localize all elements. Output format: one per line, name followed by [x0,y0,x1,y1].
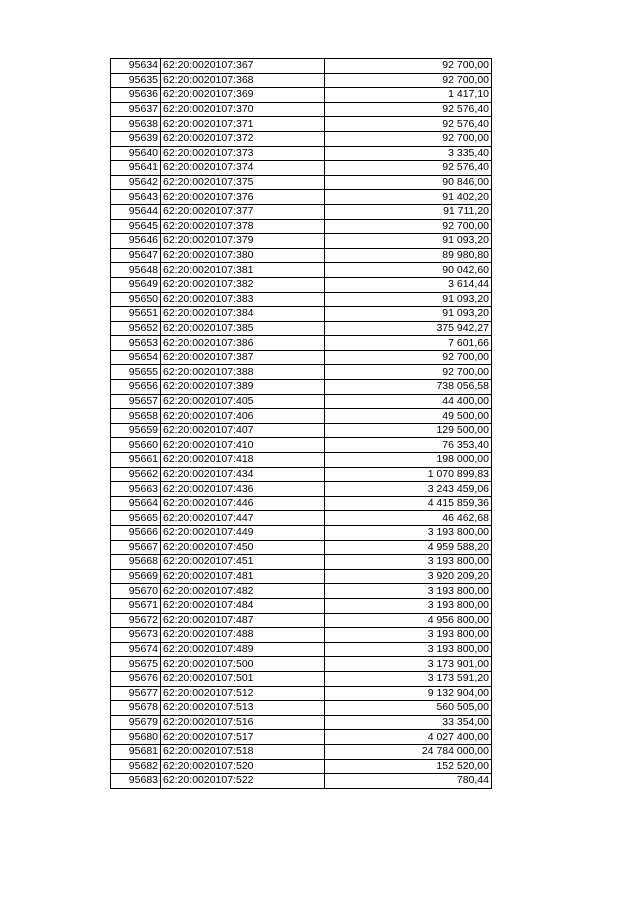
value-cell: 1 417,10 [325,88,492,103]
table-row [111,307,492,322]
table-row [111,744,492,759]
table-row [111,701,492,716]
table-row [111,482,492,497]
table-row [111,759,492,774]
value-cell: 3 193 800,00 [325,555,492,570]
row-id-cell: 95669 [111,569,161,584]
cadastral-number-cell: 62:20:0020107:389 [161,380,325,395]
value-cell: 49 500,00 [325,409,492,424]
value-cell: 90 042,60 [325,263,492,278]
row-id-cell: 95648 [111,263,161,278]
value-cell: 3 173 901,00 [325,657,492,672]
value-cell: 92 700,00 [325,350,492,365]
value-cell: 92 700,00 [325,131,492,146]
row-id-cell: 95682 [111,759,161,774]
cadastral-number-cell: 62:20:0020107:369 [161,88,325,103]
row-id-cell: 95677 [111,686,161,701]
value-cell: 91 402,20 [325,190,492,205]
value-cell: 4 959 588,20 [325,540,492,555]
cadastral-number-cell: 62:20:0020107:488 [161,628,325,643]
table-row [111,102,492,117]
table-row [111,175,492,190]
row-id-cell: 95653 [111,336,161,351]
table-row [111,423,492,438]
value-cell: 44 400,00 [325,394,492,409]
cadastral-number-cell: 62:20:0020107:436 [161,482,325,497]
cadastral-number-cell: 62:20:0020107:447 [161,511,325,526]
row-id-cell: 95650 [111,292,161,307]
row-id-cell: 95656 [111,380,161,395]
row-id-cell: 95667 [111,540,161,555]
row-id-cell: 95640 [111,146,161,161]
table-row [111,671,492,686]
cadastral-number-cell: 62:20:0020107:380 [161,248,325,263]
value-cell: 92 700,00 [325,219,492,234]
cadastral-number-cell: 62:20:0020107:379 [161,234,325,249]
value-cell: 4 027 400,00 [325,730,492,745]
table-body [111,59,492,789]
cadastral-number-cell: 62:20:0020107:373 [161,146,325,161]
value-cell: 24 784 000,00 [325,744,492,759]
value-cell: 3 920 209,20 [325,569,492,584]
cadastral-number-cell: 62:20:0020107:501 [161,671,325,686]
row-id-cell: 95679 [111,715,161,730]
table-row [111,774,492,789]
row-id-cell: 95678 [111,701,161,716]
row-id-cell: 95643 [111,190,161,205]
row-id-cell: 95663 [111,482,161,497]
cadastral-number-cell: 62:20:0020107:371 [161,117,325,132]
cadastral-number-cell: 62:20:0020107:378 [161,219,325,234]
cadastral-number-cell: 62:20:0020107:522 [161,774,325,789]
value-cell: 91 093,20 [325,307,492,322]
table-row [111,131,492,146]
table-row [111,146,492,161]
table-row [111,628,492,643]
row-id-cell: 95658 [111,409,161,424]
table-row [111,438,492,453]
row-id-cell: 95672 [111,613,161,628]
table-row [111,394,492,409]
table-row [111,204,492,219]
value-cell: 92 576,40 [325,117,492,132]
row-id-cell: 95636 [111,88,161,103]
table-row [111,263,492,278]
cadastral-number-cell: 62:20:0020107:372 [161,131,325,146]
row-id-cell: 95660 [111,438,161,453]
cadastral-number-cell: 62:20:0020107:489 [161,642,325,657]
row-id-cell: 95671 [111,598,161,613]
cadastral-number-cell: 62:20:0020107:487 [161,613,325,628]
table-row [111,277,492,292]
row-id-cell: 95674 [111,642,161,657]
cadastral-value-table [110,58,492,789]
row-id-cell: 95657 [111,394,161,409]
value-cell: 3 193 800,00 [325,598,492,613]
value-cell: 90 846,00 [325,175,492,190]
row-id-cell: 95670 [111,584,161,599]
row-id-cell: 95668 [111,555,161,570]
table-row [111,540,492,555]
table-row [111,365,492,380]
cadastral-number-cell: 62:20:0020107:520 [161,759,325,774]
value-cell: 3 335,40 [325,146,492,161]
row-id-cell: 95665 [111,511,161,526]
row-id-cell: 95666 [111,526,161,541]
table-row [111,569,492,584]
value-cell: 91 711,20 [325,204,492,219]
table-row [111,613,492,628]
table-row [111,380,492,395]
cadastral-number-cell: 62:20:0020107:381 [161,263,325,278]
table-row [111,496,492,511]
value-cell: 3 193 800,00 [325,526,492,541]
table-row [111,730,492,745]
value-cell: 9 132 904,00 [325,686,492,701]
row-id-cell: 95652 [111,321,161,336]
table-row [111,292,492,307]
row-id-cell: 95676 [111,671,161,686]
row-id-cell: 95645 [111,219,161,234]
cadastral-number-cell: 62:20:0020107:446 [161,496,325,511]
table-row [111,117,492,132]
cadastral-number-cell: 62:20:0020107:388 [161,365,325,380]
value-cell: 7 601,66 [325,336,492,351]
cadastral-number-cell: 62:20:0020107:382 [161,277,325,292]
cadastral-number-cell: 62:20:0020107:376 [161,190,325,205]
table-row [111,219,492,234]
cadastral-number-cell: 62:20:0020107:482 [161,584,325,599]
row-id-cell: 95683 [111,774,161,789]
cadastral-number-cell: 62:20:0020107:512 [161,686,325,701]
table-row [111,190,492,205]
value-cell: 375 942,27 [325,321,492,336]
table-row [111,467,492,482]
cadastral-number-cell: 62:20:0020107:385 [161,321,325,336]
cadastral-number-cell: 62:20:0020107:451 [161,555,325,570]
row-id-cell: 95675 [111,657,161,672]
cadastral-number-cell: 62:20:0020107:410 [161,438,325,453]
cadastral-number-cell: 62:20:0020107:377 [161,204,325,219]
row-id-cell: 95659 [111,423,161,438]
value-cell: 92 700,00 [325,73,492,88]
value-cell: 4 415 859,36 [325,496,492,511]
value-cell: 3 193 800,00 [325,584,492,599]
row-id-cell: 95651 [111,307,161,322]
value-cell: 1 070 899,83 [325,467,492,482]
value-cell: 46 462,68 [325,511,492,526]
cadastral-number-cell: 62:20:0020107:484 [161,598,325,613]
cadastral-number-cell: 62:20:0020107:374 [161,161,325,176]
row-id-cell: 95680 [111,730,161,745]
cadastral-number-cell: 62:20:0020107:405 [161,394,325,409]
row-id-cell: 95639 [111,131,161,146]
row-id-cell: 95673 [111,628,161,643]
value-cell: 560 505,00 [325,701,492,716]
value-cell: 76 353,40 [325,438,492,453]
table-row [111,336,492,351]
cadastral-number-cell: 62:20:0020107:450 [161,540,325,555]
table-row [111,598,492,613]
value-cell: 33 354,00 [325,715,492,730]
value-cell: 198 000,00 [325,453,492,468]
cadastral-number-cell: 62:20:0020107:386 [161,336,325,351]
value-cell: 92 576,40 [325,102,492,117]
value-cell: 3 173 591,20 [325,671,492,686]
value-cell: 129 500,00 [325,423,492,438]
value-cell: 3 193 800,00 [325,642,492,657]
cadastral-number-cell: 62:20:0020107:370 [161,102,325,117]
table-row [111,453,492,468]
value-cell: 91 093,20 [325,292,492,307]
cadastral-number-cell: 62:20:0020107:449 [161,526,325,541]
table-row [111,248,492,263]
cadastral-number-cell: 62:20:0020107:513 [161,701,325,716]
table-row [111,59,492,74]
row-id-cell: 95637 [111,102,161,117]
cadastral-number-cell: 62:20:0020107:383 [161,292,325,307]
cadastral-number-cell: 62:20:0020107:387 [161,350,325,365]
value-cell: 92 576,40 [325,161,492,176]
value-cell: 152 520,00 [325,759,492,774]
row-id-cell: 95662 [111,467,161,482]
row-id-cell: 95634 [111,59,161,74]
cadastral-number-cell: 62:20:0020107:517 [161,730,325,745]
table-row [111,686,492,701]
cadastral-number-cell: 62:20:0020107:418 [161,453,325,468]
row-id-cell: 95642 [111,175,161,190]
value-cell: 4 956 800,00 [325,613,492,628]
value-cell: 3 243 459,06 [325,482,492,497]
table-row [111,73,492,88]
table-row [111,657,492,672]
table-row [111,350,492,365]
table-row [111,555,492,570]
row-id-cell: 95664 [111,496,161,511]
table-row [111,409,492,424]
cadastral-number-cell: 62:20:0020107:518 [161,744,325,759]
cadastral-number-cell: 62:20:0020107:481 [161,569,325,584]
table-row [111,715,492,730]
cadastral-number-cell: 62:20:0020107:368 [161,73,325,88]
value-cell: 780,44 [325,774,492,789]
value-cell: 92 700,00 [325,59,492,74]
value-cell: 738 056,58 [325,380,492,395]
table-row [111,88,492,103]
cadastral-number-cell: 62:20:0020107:375 [161,175,325,190]
value-cell: 3 614,44 [325,277,492,292]
table-row [111,642,492,657]
table-row [111,584,492,599]
row-id-cell: 95654 [111,350,161,365]
value-cell: 3 193 800,00 [325,628,492,643]
row-id-cell: 95644 [111,204,161,219]
row-id-cell: 95681 [111,744,161,759]
row-id-cell: 95635 [111,73,161,88]
cadastral-number-cell: 62:20:0020107:407 [161,423,325,438]
cadastral-number-cell: 62:20:0020107:516 [161,715,325,730]
row-id-cell: 95649 [111,277,161,292]
row-id-cell: 95641 [111,161,161,176]
row-id-cell: 95647 [111,248,161,263]
table-row [111,526,492,541]
value-cell: 91 093,20 [325,234,492,249]
table-row [111,161,492,176]
row-id-cell: 95655 [111,365,161,380]
cadastral-number-cell: 62:20:0020107:384 [161,307,325,322]
row-id-cell: 95646 [111,234,161,249]
cadastral-number-cell: 62:20:0020107:367 [161,59,325,74]
row-id-cell: 95638 [111,117,161,132]
row-id-cell: 95661 [111,453,161,468]
cadastral-number-cell: 62:20:0020107:406 [161,409,325,424]
table-row [111,234,492,249]
table-row [111,511,492,526]
cadastral-number-cell: 62:20:0020107:434 [161,467,325,482]
table-row [111,321,492,336]
cadastral-number-cell: 62:20:0020107:500 [161,657,325,672]
value-cell: 89 980,80 [325,248,492,263]
value-cell: 92 700,00 [325,365,492,380]
